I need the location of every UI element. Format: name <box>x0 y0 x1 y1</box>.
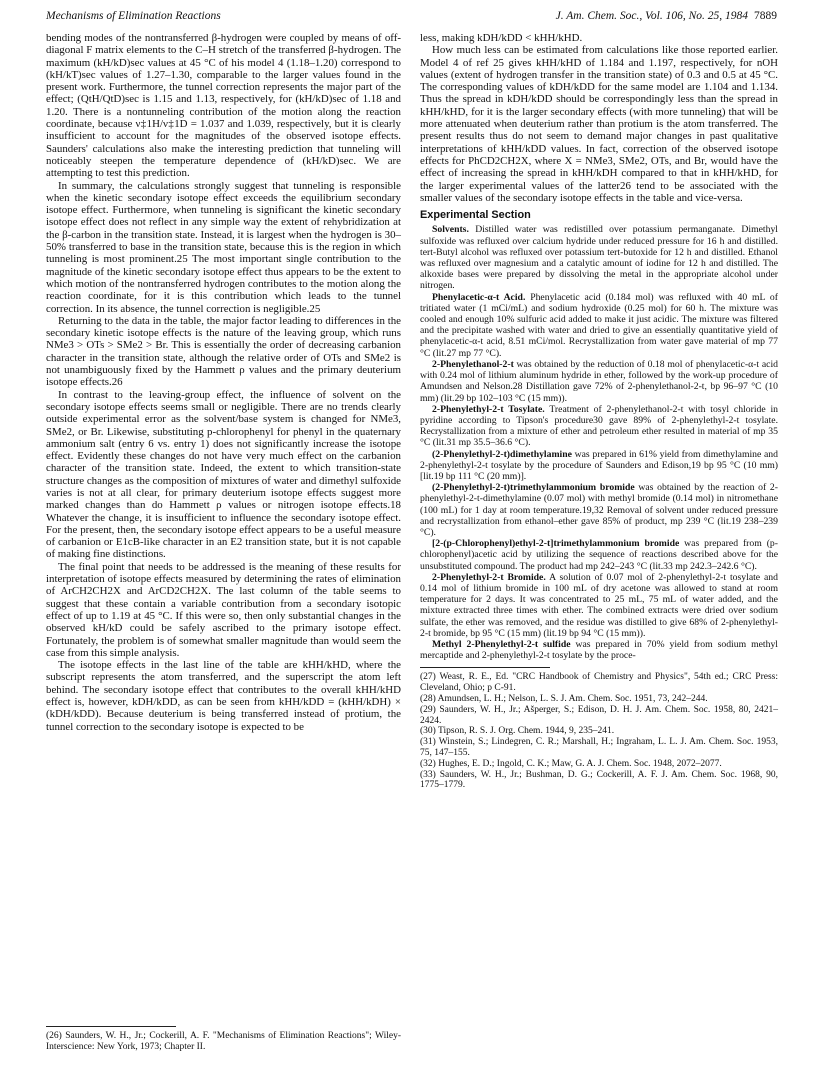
experimental-paragraph <box>420 224 778 291</box>
paragraph-text: A solution of 0.07 mol of 2-phenylethyl-2-t tosylate and 0.14 mol of lithium bromide in 100 mL of dry acetone was allowed to stand at room temperature for 2 days. It was concentrated to 25 mL, 75 mL of water added, and the mixture extracted three times with ether. The combined extracts were dried over sodium sulfate, the ether was removed, and the residue was distilled to give 68% of 2-phenylethyl-2-t bromide, bp 95 °C (15 mm) (lit.19 bp 94 °C (15 mm)). <box>420 571 778 639</box>
paragraph-head: Phenylacetic-α-t Acid. <box>432 291 526 303</box>
experimental-paragraph <box>420 639 778 661</box>
paragraph: How much less can be estimated from calculations like those reported earlier. Model 4 of ref 25 gives kHH/kHD of 1.184 and 1.197, respectively, for nOH values (extent of hydrogen transfer in the transition state) of 0.3 and 0.5 at 45 °C. The corresponding values of kDH/kDD for the same model are 1.104 and 1.134. Thus the spread in kDH/kDD should be correspondingly less than the spread in kHH/kHD, for it is the larger secondary effects (with more tunneling) that will be more attenuated when deuterium rather than protium is the atom transferred. The present results thus do not seem to demand major changes in past qualitative interpretations of kHH/kDD values. In fact, correction of the observed isotope effects for PhCD2CH2X, where X = NMe3, SMe2, OTs, and Br, would have the effect of increasing the spread in kHH/kDH compared to that in kHH/kHD, for the larger experimental values of the latter26 tend to be associated with the smaller values of the secondary isotope effects in the table and vice-versa. <box>420 44 778 204</box>
references <box>420 672 778 791</box>
reference: (29) Saunders, W. H., Jr.; Ašperger, S.; Edison, D. H. J. Am. Chem. Soc. 1958, 80, 2421–2424. <box>420 704 778 726</box>
journal-citation: J. Am. Chem. Soc., Vol. 106, No. 25, 1984 <box>555 10 748 22</box>
paragraph: bending modes of the nontransferred β-hydrogen were coupled by means of off-diagonal F matrix elements to the C–H stretch of the transferred β-hydrogen. The maximum (kH/kD)sec values at 45 °C of his model 4 (1.18–1.20) correspond to (kH/kT)sec values of 1.27–1.30, comparable to the larger values found in the present work. Furthermore, the tunnel correction represents the major part of the effect; (QtH/QtD)sec is 1.15 and 1.13, respectively, for (kH/kD)sec of 1.18 and 1.20. There is a nontunneling contribution of the motion along the reaction coordinate, because ν‡1H/ν‡1D = 1.037 and 1.039, respectively, but it is clearly insufficient to account for the magnitudes of the observed isotope effects. Saunders' calculations also make the interesting prediction that tunneling will noticeably steepen the temperature dependence of (kH/kD)sec. We are attempting to test this prediction. <box>46 32 401 180</box>
running-head-journal <box>556 10 777 22</box>
paragraph-head: 2-Phenylethyl-2-t Tosylate. <box>432 403 545 415</box>
paragraph-text: was prepared in 61% yield from dimethylamine and 2-phenylethyl-2-t tosylate by the procedure of Saunders and Edison,19 bp 95 °C (10 mm) [lit.19 bp 111 °C (20 mm)]. <box>420 448 778 482</box>
paragraph-text: was prepared in 70% yield from sodium methyl mercaptide and 2-phenylethyl-2-t tosylate by the proce- <box>420 638 778 662</box>
paragraph: The isotope effects in the last line of the table are kHH/kHD, where the subscript represents the atom transferred, and the superscript the atom left behind. The secondary isotope effect that contributes to the overall kHH/kHD effect is, however, kDH/kDD, as can be seen from kHH/kDD = (kHH/kDH) × (kDH/kDD). Because deuterium is being transferred instead of protium, the tunnel correction to the secondary isotope is expected to be <box>46 659 401 733</box>
paragraph: In contrast to the leaving-group effect, the influence of solvent on the secondary isotope effects seems small or negligible. There are no trends clearly outside experimental error as the solvent/base system is changed for NMe3, SMe2, or Br. Likewise, substituting p-chlorophenyl for phenyl in the quaternary ammonium salt (entry 6 vs. entry 1) does not significantly increase the isotope effect. Evidently these changes do not have very much effect on the carbanion character of the transition state. Indeed, the extent to which transition-state structure changes as the composition of mixtures of water and dimethyl sulfoxide varies is not at all clear, for primary deuterium isotope effects suggest more marked changes than do Hammett ρ values or nitrogen isotope effects.18 Whatever the change, it is insufficient to influence the secondary isotope effect. For the present, then, the secondary isotope effect appears to be a useful measure of carbanion or E1cB-like character in an E2 transition state, but it is not capable of making fine distinctions. <box>46 388 401 561</box>
footnote-rule <box>46 1026 176 1027</box>
running-head <box>46 10 777 26</box>
reference: (32) Hughes, E. D.; Ingold, C. K.; Maw, G. A. J. Chem. Soc. 1948, 2072–2077. <box>420 758 722 769</box>
experimental-paragraph <box>420 359 778 404</box>
left-footnotes <box>46 1020 401 1053</box>
reference: (30) Tipson, R. S. J. Org. Chem. 1944, 9, 235–241. <box>420 726 615 737</box>
paragraph-head: (2-Phenylethyl-2-t)dimethylamine <box>432 448 572 460</box>
page-number: 7889 <box>754 10 777 22</box>
paragraph-text: was obtained by the reduction of 0.18 mol of phenylacetic-α-t acid with 0.24 mol of lithium aluminum hydride in ether, followed by the work-up procedure of Amundsen and Nelson.28 Distillation gave 72% of 2-phenylethanol-2-t, bp 96–97 °C (10 mm) (lit.29 bp 102–103 °C (15 mm)). <box>420 358 778 404</box>
experimental-paragraph <box>420 404 778 449</box>
section-heading: Experimental Section <box>420 209 531 222</box>
paragraph-text: was obtained by the reaction of 2-phenylethyl-2-t-dimethylamine (0.07 mol) with methyl bromide (0.14 mol) in nitromethane (100 mL) for 1 day at room temperature.19,32 Removal of solvent under reduced pressure and recrystallization from ethanol–ether gave 85% of product, mp 239 °C (lit.19 238–239 °C). <box>420 482 778 538</box>
reference: (31) Winstein, S.; Lindegren, C. R.; Marshall, H.; Ingraham, L. L. J. Am. Chem. Soc. 1953, 75, 147–155. <box>420 737 778 758</box>
experimental-section <box>420 224 778 661</box>
footnote-rule <box>420 667 550 668</box>
paragraph-text: Phenylacetic acid (0.184 mol) was refluxed with 40 mL of tritiated water (1 mCi/mL) and sodium hydroxide (0.25 mol) for 60 h. The mixture was cooled and enough 10% sulfuric acid added to make it just acidic. The mixture was filtered and the precipitate washed with water and dried to give an essentially quantitative yield of phenylacetic-α-t acid, 8.51 mCi/mol. Recrystallization from water gave material of mp 77 °C (lit.27 mp 77 °C). <box>420 291 778 359</box>
paragraph-head: Solvents. <box>432 224 469 236</box>
reference: (33) Saunders, W. H., Jr.; Bushman, D. G.; Cockerill, A. F. J. Am. Chem. Soc. 1968, 90, 1775–1779. <box>420 769 778 791</box>
paragraph-head: 2-Phenylethanol-2-t <box>432 358 514 370</box>
paragraph-head: 2-Phenylethyl-2-t Bromide. <box>432 571 546 583</box>
experimental-paragraph <box>420 449 778 483</box>
experimental-paragraph <box>420 572 778 639</box>
paragraph-text: Treatment of 2-phenylethanol-2-t with tosyl chloride in pyridine according to Tipson's procedure30 gave 89% of 2-phenylethyl-2-t tosylate. Recrystallization from a mixture of ether and petroleum ether resulted in material of mp 35 °C (lit.31 mp 35.5–36.6 °C). <box>420 403 778 449</box>
footnote: (26) Saunders, W. H., Jr.; Cockerill, A. F. "Mechanisms of Elimination Reactions"; Wiley-Interscience: New York, 1973; Chapter II. <box>46 1031 401 1052</box>
right-column <box>420 32 778 791</box>
paragraph: Returning to the data in the table, the major factor leading to differences in the secondary kinetic isotope effects is the nature of the leaving group, which runs NMe3 > OTs > SMe2 > Br. This is essentially the order of decreasing carbanion character in the transition state, although the relative order of OTs and SMe2 is not unambiguously fixed by the Hammett ρ values and the primary deuterium isotope effects.26 <box>46 314 401 389</box>
paragraph-head: (2-Phenylethyl-2-t)trimethylammonium bromide <box>432 482 635 494</box>
paragraph: The final point that needs to be addressed is the meaning of these results for interpretation of isotope effects measured by determining the rates of elimination of ArCH2CH2X and ArCD2CH2X. The last column of the table seems to suggest that these contain a variable contribution from a secondary isotopic effect of up to 1.19 at 45 °C. If this were so, then only substantial changes in the observed kH/kD could be safely ascribed to the primary isotope effect. Fortunately, the problem is of somewhat smaller magnitude than would seem the case from this simple analysis. <box>46 560 401 659</box>
experimental-paragraph <box>420 482 778 538</box>
paragraph: less, making kDH/kDD < kHH/kHD. <box>420 32 583 44</box>
reference: (27) Weast, R. E., Ed. "CRC Handbook of Chemistry and Physics", 54th ed.; CRC Press: Cleveland, Ohio; p C-91. <box>420 672 778 694</box>
reference: (28) Amundsen, L. H.; Nelson, L. S. J. Am. Chem. Soc. 1951, 73, 242–244. <box>420 693 708 704</box>
running-head-title: Mechanisms of Elimination Reactions <box>46 10 221 22</box>
experimental-paragraph <box>420 538 778 572</box>
paragraph-text: was prepared from (p-chlorophenyl)acetic acid by utilizing the sequence of reactions described above for the unsubstituted compound. The product had mp 242–243 °C (lit.33 mp 242.3–242.6 °C). <box>420 538 778 572</box>
paragraph-head: [2-(p-Chlorophenyl)ethyl-2-t]trimethylammonium bromide <box>432 538 680 550</box>
paragraph-text: Distilled water was redistilled over potassium permanganate. Dimethyl sulfoxide was refluxed over calcium hydride under reduced pressure for 16 h and distilled. tert-Butyl alcohol was refluxed over potassium tert-butoxide for 12 h and distilled. Ethanol was refluxed over magnesium and a catalytic amount of iodine for 12 h and distilled. The alkoxide bases were prepared by dissolving the metal in the appropriate alcohol under nitrogen. <box>420 224 778 292</box>
left-column <box>46 32 401 733</box>
experimental-paragraph <box>420 292 778 359</box>
paragraph-head: Methyl 2-Phenylethyl-2-t sulfide <box>432 638 571 650</box>
paragraph: In summary, the calculations strongly suggest that tunneling is responsible when the kinetic secondary isotope effect exceeds the equilibrium secondary isotope effect. Furthermore, when tunneling is significant the kinetic secondary isotope effect does not reflect in any simple way the extent of rehybridization at the β-carbon in the transition state. Instead, it is largest when the hydrogen is 30–50% transferred to base in the transition state, because this is the region in which tunneling is most prominent.25 The most important single contribution to the magnitude of the kinetic secondary isotope effect thus appears to be the extent to which motion of the nontransferred hydrogen contributes to the motion along the reaction coordinate, for it is this contribution which leads to the tunnel correction. In its absence, the tunnel correction is negligible.25 <box>46 179 401 315</box>
